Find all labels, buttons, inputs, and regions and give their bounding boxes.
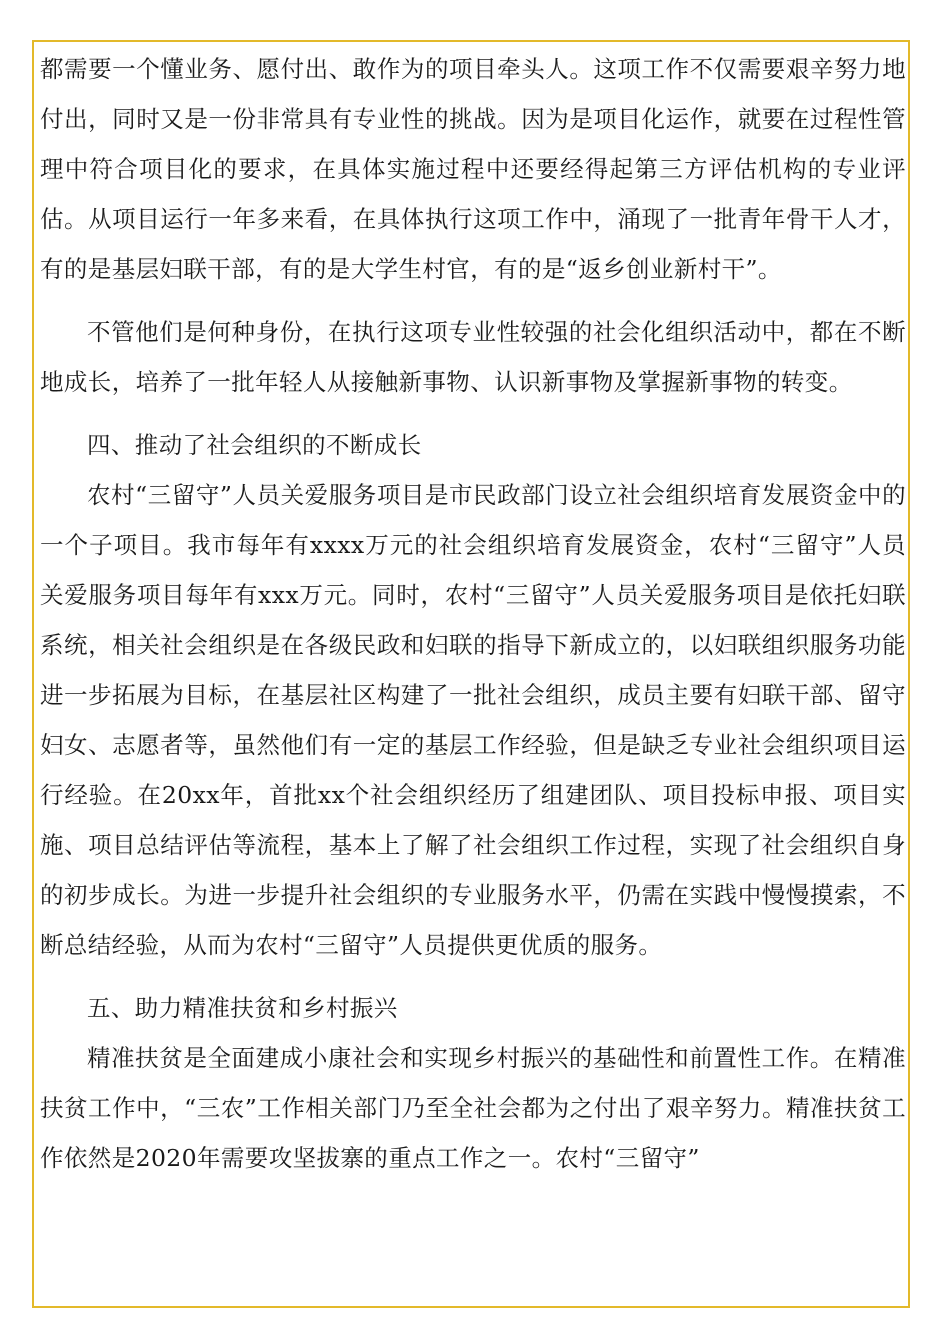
paragraph-3: 农村“三留守”人员关爱服务项目是市民政部门设立社会组织培育发展资金中的一个子项目。我市每年有xxxx万元的社会组织培育发展资金，农村“三留守”人员关爱服务项目每年有xxx万元。同时，农村“三留守”人员关爱服务项目是依托妇联系统，相关社会组织是在各级民政和妇联的指导下新成立的，以妇联组织服务功能进一步拓展为目标，在基层社区构建了一批社会组织，成员主要有妇联干部、留守妇女、志愿者等，虽然他们有一定的基层工作经验，但是缺乏专业社会组织项目运行经验。在20xx年，首批xx个社会组织经历了组建团队、项目投标申报、项目实施、项目总结评估等流程，基本上了解了社会组织工作过程，实现了社会组织自身的初步成长。为进一步提升社会组织的专业服务水平，仍需在实践中慢慢摸索，不断总结经验，从而为农村“三留守”人员提供更优质的服务。 xyxy=(40,481,906,959)
paragraph-2: 不管他们是何种身份，在执行这项专业性较强的社会化组织活动中，都在不断地成长，培养了一批年轻人从接触新事物、认识新事物及掌握新事物的转变。 xyxy=(40,318,906,396)
document-body xyxy=(40,44,906,1183)
paragraph-1: 都需要一个懂业务、愿付出、敢作为的项目牵头人。这项工作不仅需要艰辛努力地付出，同时又是一份非常具有专业性的挑战。因为是项目化运作，就要在过程性管理中符合项目化的要求，在具体实施过程中还要经得起第三方评估机构的专业评估。从项目运行一年多来看，在具体执行这项工作中，涌现了一批青年骨干人才，有的是基层妇联干部，有的是大学生村官，有的是“返乡创业新村干”。 xyxy=(40,55,906,283)
paragraph-4: 精准扶贫是全面建成小康社会和实现乡村振兴的基础性和前置性工作。在精准扶贫工作中，“三农”工作相关部门乃至全社会都为之付出了艰辛努力。精准扶贫工作依然是2020年需要攻坚拔寨的重点工作之一。农村“三留守” xyxy=(40,1044,906,1172)
section-heading-4: 四、推动了社会组织的不断成长 xyxy=(87,431,422,459)
section-heading-5: 五、助力精准扶贫和乡村振兴 xyxy=(87,994,398,1022)
